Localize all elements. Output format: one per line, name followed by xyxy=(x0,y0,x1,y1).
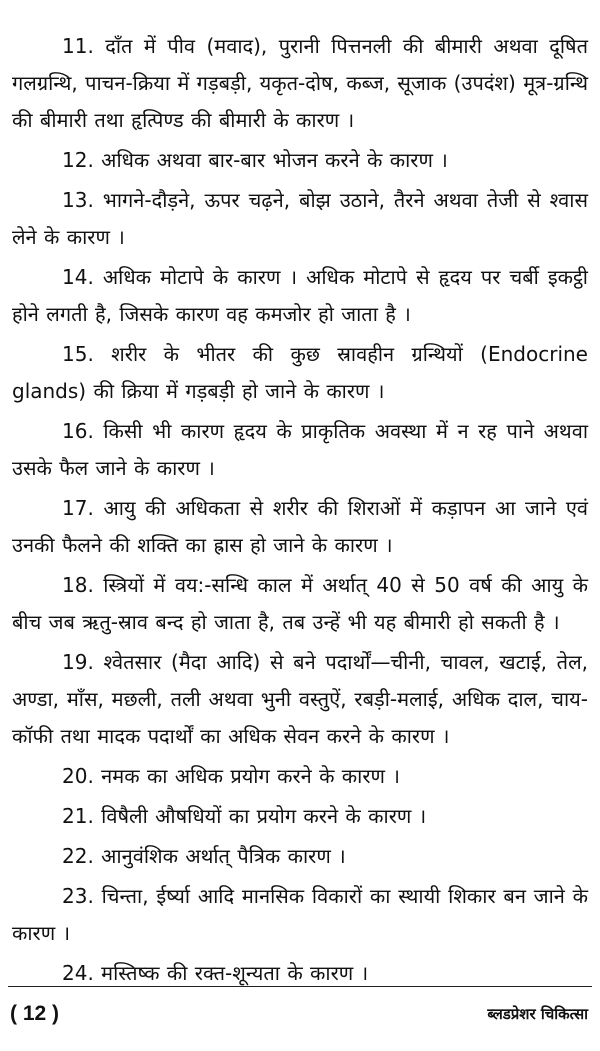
page-body xyxy=(12,28,588,995)
cause-item-16: 16. किसी भी कारण हृदय के प्राकृतिक अवस्था में न रह पाने अथवा उसके फैल जाने के कारण । xyxy=(12,419,588,480)
cause-item-20: 20. नमक का अधिक प्रयोग करने के कारण । xyxy=(62,764,400,788)
cause-item-21: 21. विषैली औषधियों का प्रयोग करने के कारण । xyxy=(62,804,427,828)
page-number: ( 12 ) xyxy=(10,1002,60,1025)
page-footer xyxy=(10,1000,588,1028)
footer-divider xyxy=(8,986,592,987)
cause-item-17: 17. आयु की अधिकता से शरीर की शिराओं में कड़ापन आ जाने एवं उनकी फैलने की शक्ति का ह्रास हो जाने के कारण । xyxy=(12,496,588,557)
cause-item-18: 18. स्त्रियों में वय:-सन्धि काल में अर्थात् 40 से 50 वर्ष की आयु के बीच जब ऋतु-स्राव बन्द हो जाता है, तब उन्हें भी यह बीमारी हो सकती है । xyxy=(12,573,588,634)
cause-item-11: 11. दाँत में पीव (मवाद), पुरानी पित्तनली की बीमारी अथवा दूषित गलग्रन्थि, पाचन-क्रिया में गड़बड़ी, यकृत-दोष, कब्ज, सूजाक (उपदंश) मूत्र-ग्रन्थि की बीमारी तथा हृत्पिण्ड की बीमारी के कारण । xyxy=(12,34,588,132)
cause-item-14: 14. अधिक मोटापे के कारण । अधिक मोटापे से हृदय पर चर्बी इकट्ठी होने लगती है, जिसके कारण वह कमजोर हो जाता है । xyxy=(12,265,588,326)
cause-item-23: 23. चिन्ता, ईर्ष्या आदि मानसिक विकारों का स्थायी शिकार बन जाने के कारण । xyxy=(12,884,588,945)
cause-item-19: 19. श्वेतसार (मैदा आदि) से बने पदार्थों—चीनी, चावल, खटाई, तेल, अण्डा, माँस, मछली, तली अथवा भुनी वस्तुऐं, रबड़ी-मलाई, अधिक दाल, चाय-कॉफी तथा मादक पदार्थों का अधिक सेवन करने के कारण । xyxy=(12,650,588,748)
cause-item-24: 24. मस्तिष्क की रक्त-शून्यता के कारण । xyxy=(62,961,369,985)
cause-item-13: 13. भागने-दौड़ने, ऊपर चढ़ने, बोझ उठाने, तैरने अथवा तेजी से श्वास लेने के कारण । xyxy=(12,188,588,249)
cause-item-22: 22. आनुवंशिक अर्थात् पैत्रिक कारण । xyxy=(62,844,346,868)
running-book-title: ब्लडप्रेशर चिकित्सा xyxy=(487,1005,588,1023)
cause-item-12: 12. अधिक अथवा बार-बार भोजन करने के कारण । xyxy=(62,148,448,172)
cause-item-15: 15. शरीर के भीतर की कुछ स्रावहीन ग्रन्थियों (Endocrine glands) की क्रिया में गड़बड़ी हो जाने के कारण । xyxy=(12,342,588,403)
